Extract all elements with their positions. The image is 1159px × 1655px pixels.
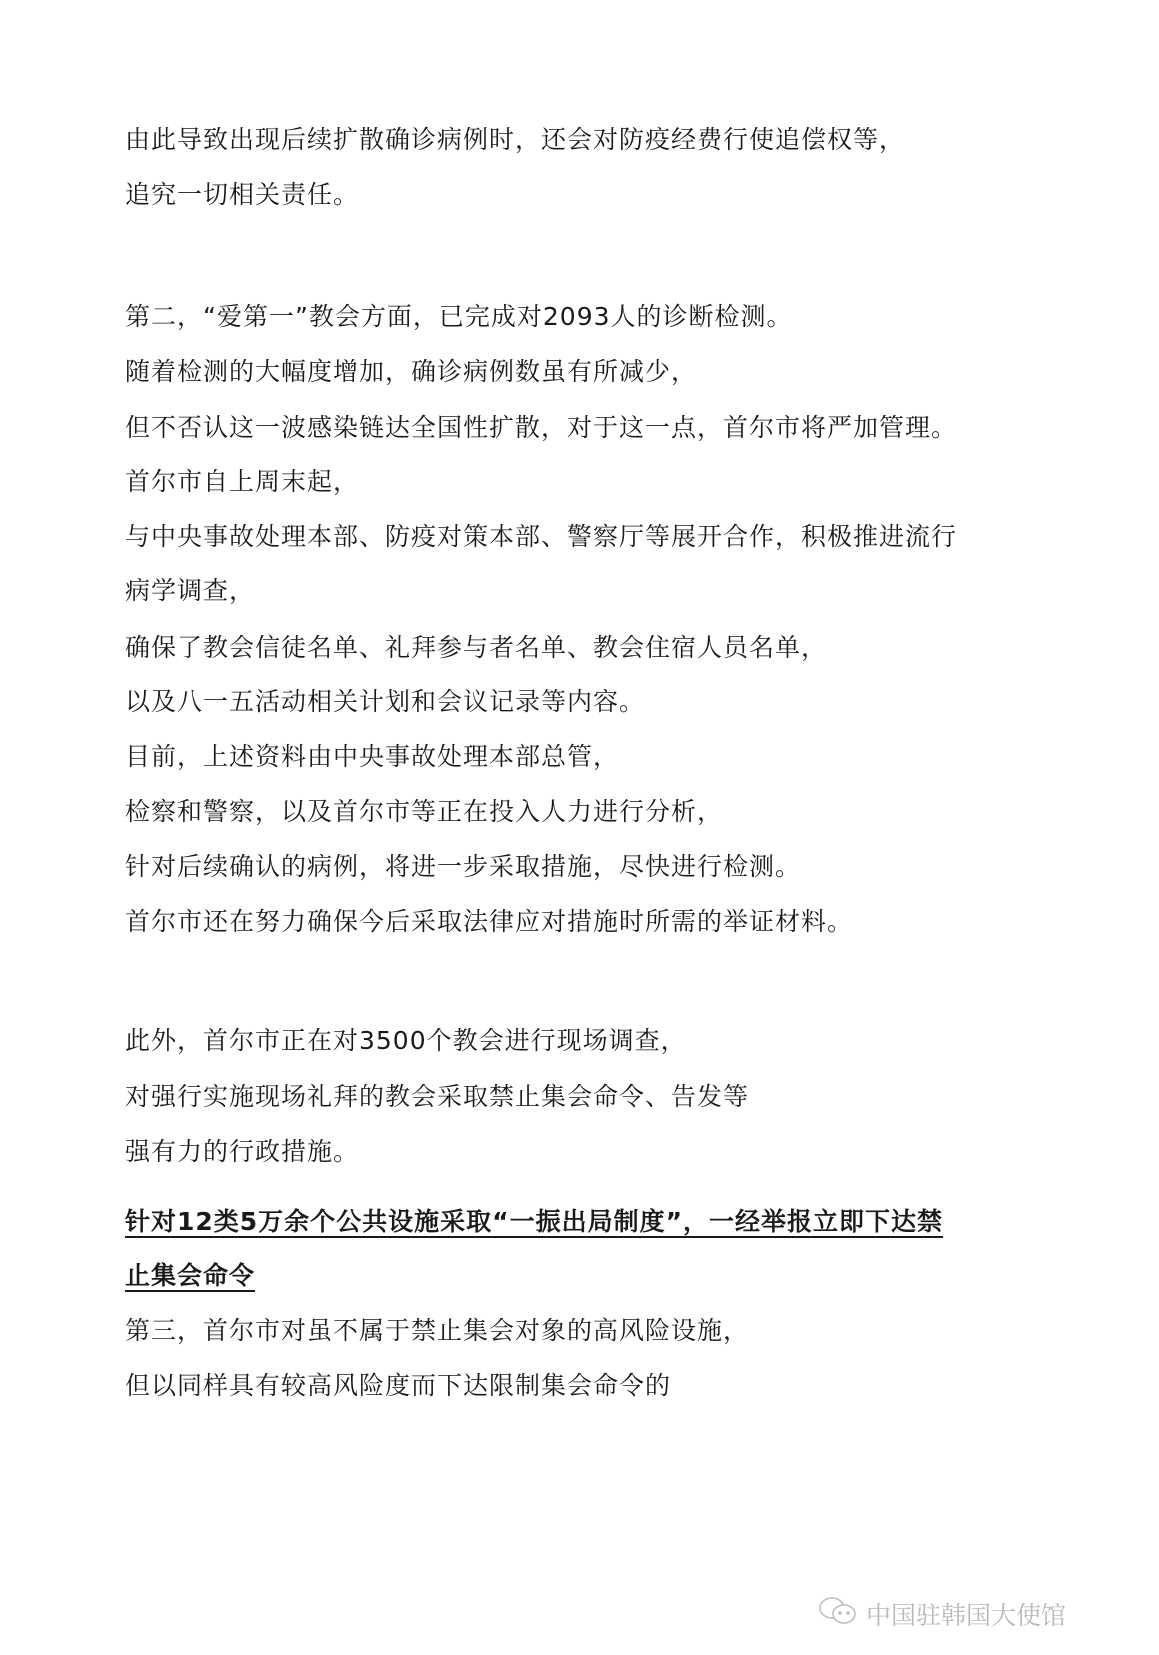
text-line: 此外，首尔市正在对3500个教会进行现场调查， bbox=[125, 1026, 687, 1055]
text-line: 强有力的行政措施。 bbox=[125, 1137, 360, 1166]
text-line: 第三，首尔市对虽不属于禁止集会对象的高风险设施， bbox=[125, 1316, 750, 1345]
text-line: 以及八一五活动相关计划和会议记录等内容。 bbox=[125, 687, 646, 716]
watermark-text: 中国驻韩国大使馆 bbox=[866, 1601, 1067, 1630]
section-heading: 针对12类5万余个公共设施采取“一振出局制度”，一经举报立即下达禁 bbox=[125, 1207, 944, 1236]
watermark bbox=[818, 1596, 1066, 1632]
section-heading: 止集会命令 bbox=[125, 1261, 256, 1290]
text-line: 病学调查， bbox=[125, 576, 256, 605]
wechat-icon bbox=[818, 1596, 858, 1632]
text-line: 随着检测的大幅度增加，确诊病例数虽有所减少， bbox=[125, 357, 698, 386]
text-line: 第二，“爱第一”教会方面，已完成对2093人的诊断检测。 bbox=[125, 302, 793, 331]
text-line: 针对后续确认的病例，将进一步采取措施，尽快进行检测。 bbox=[125, 852, 802, 881]
text-line: 由此导致出现后续扩散确诊病例时，还会对防疫经费行使追偿权等， bbox=[125, 125, 906, 154]
text-line: 首尔市还在努力确保今后采取法律应对措施时所需的举证材料。 bbox=[125, 907, 854, 936]
text-line: 与中央事故处理本部、防疫对策本部、警察厅等展开合作，积极推进流行 bbox=[125, 522, 958, 551]
text-line: 追究一切相关责任。 bbox=[125, 180, 360, 209]
text-line: 目前，上述资料由中央事故处理本部总管， bbox=[125, 742, 620, 771]
text-line: 但以同样具有较高风险度而下达限制集会命令的 bbox=[125, 1371, 672, 1400]
text-line: 检察和警察，以及首尔市等正在投入人力进行分析， bbox=[125, 797, 724, 826]
text-line: 但不否认这一波感染链达全国性扩散，对于这一点，首尔市将严加管理。 bbox=[125, 413, 958, 442]
text-line: 首尔市自上周末起， bbox=[125, 467, 360, 496]
text-line: 确保了教会信徒名单、礼拜参与者名单、教会住宿人员名单， bbox=[125, 633, 828, 662]
text-line: 对强行实施现场礼拜的教会采取禁止集会命令、告发等 bbox=[125, 1082, 750, 1111]
